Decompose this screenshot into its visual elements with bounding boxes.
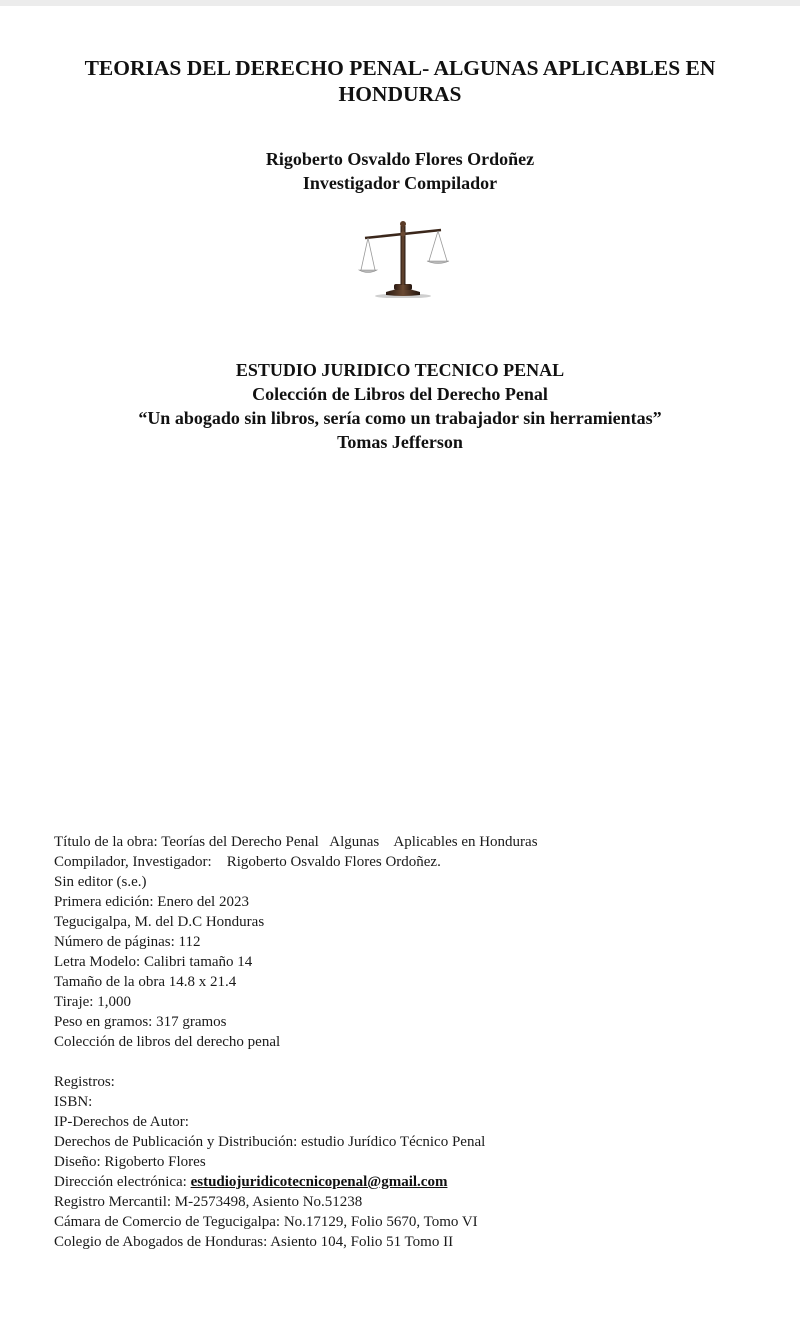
detail-editor: Sin editor (s.e.) <box>54 874 147 890</box>
registry-isbn: ISBN: <box>54 1094 93 1110</box>
registry-email-line <box>54 1172 485 1192</box>
detail-font: Letra Modelo: Calibri tamaño 14 <box>54 954 253 970</box>
studio-name: ESTUDIO JURIDICO TECNICO PENAL <box>235 360 565 380</box>
top-bar <box>0 0 800 6</box>
registry-mercantil: Registro Mercantil: M-2573498, Asiento No.51238 <box>54 1194 363 1210</box>
registry-ip-rights: IP-Derechos de Autor: <box>54 1114 189 1130</box>
registry-bar: Colegio de Abogados de Honduras: Asiento 104, Folio 51 Tomo II <box>54 1234 454 1250</box>
email-link[interactable]: estudiojuridicotecnicopenal@gmail.com <box>190 1174 448 1190</box>
author-block <box>0 147 800 195</box>
detail-title: Título de la obra: Teorías del Derecho Penal Algunas Aplicables en Honduras <box>54 834 538 850</box>
registry-heading: Registros: <box>54 1074 115 1090</box>
detail-collection: Colección de libros del derecho penal <box>54 1034 281 1050</box>
quote-author: Tomas Jefferson <box>337 432 463 452</box>
quote: “Un abogado sin libros, sería como un trabajador sin herramientas” <box>138 408 662 428</box>
detail-place: Tegucigalpa, M. del D.C Honduras <box>54 914 265 930</box>
detail-print-run: Tiraje: 1,000 <box>54 994 131 1010</box>
detail-edition: Primera edición: Enero del 2023 <box>54 894 249 910</box>
title-line-1: TEORIAS DEL DERECHO PENAL- ALGUNAS APLICABLES EN <box>84 56 716 80</box>
registry-chamber: Cámara de Comercio de Tegucigalpa: No.17129, Folio 5670, Tomo VI <box>54 1214 478 1230</box>
registry-design: Diseño: Rigoberto Flores <box>54 1154 206 1170</box>
scales-of-justice-icon <box>356 216 450 298</box>
detail-compiler: Compilador, Investigador: Rigoberto Osvaldo Flores Ordoñez. <box>54 854 441 870</box>
registry-publication: Derechos de Publicación y Distribución: estudio Jurídico Técnico Penal <box>54 1134 486 1150</box>
collection-name: Colección de Libros del Derecho Penal <box>252 384 548 404</box>
title-line-2: HONDURAS <box>338 82 462 106</box>
author-role: Investigador Compilador <box>302 173 498 193</box>
detail-pages: Número de páginas: 112 <box>54 934 201 950</box>
detail-weight: Peso en gramos: 317 gramos <box>54 1014 227 1030</box>
studio-block <box>0 358 800 454</box>
detail-size: Tamaño de la obra 14.8 x 21.4 <box>54 974 237 990</box>
author-name: Rigoberto Osvaldo Flores Ordoñez <box>265 149 535 169</box>
registry-details <box>54 1072 485 1252</box>
book-details <box>54 832 538 1052</box>
document-title <box>0 55 800 107</box>
email-label: Dirección electrónica: <box>54 1174 191 1190</box>
